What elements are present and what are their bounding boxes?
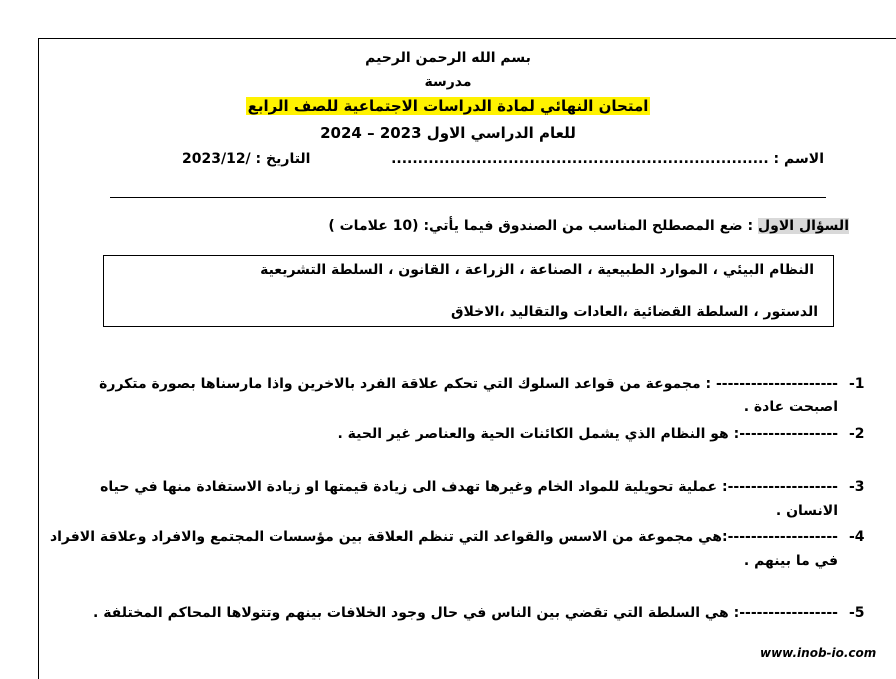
item-number: -5 bbox=[849, 605, 865, 621]
separator-line bbox=[110, 197, 826, 198]
item-4-line2: في ما بينهم . bbox=[743, 553, 838, 569]
item-number: -1 bbox=[849, 376, 865, 392]
item-5-line1: -----------------: هي السلطة التي تقضي بين الناس في حال وجود الخلافات بينهم وتتولاها المحاكم المختلفة . bbox=[93, 605, 838, 621]
exam-title: امتحان النهائي لمادة الدراسات الاجتماعية للصف الرابع bbox=[247, 97, 649, 115]
question1-heading bbox=[328, 218, 849, 234]
question1-label: السؤال الاول bbox=[758, 218, 849, 234]
watermark: www.inob-io.com bbox=[760, 646, 877, 660]
basmala: بسم الله الرحمن الرحيم bbox=[365, 50, 531, 66]
student-name-field: الاسم : ....................................................................... bbox=[391, 151, 824, 167]
terms-row-2: الدستور ، السلطة القضائية ،العادات والتقاليد ،الاخلاق bbox=[450, 304, 818, 320]
item-number: -2 bbox=[849, 426, 865, 442]
item-2-line1: -----------------: هو النظام الذي يشمل الكائنات الحية والعناصر غير الحية . bbox=[337, 426, 838, 442]
academic-year: للعام الدراسي الاول 2023 – 2024 bbox=[320, 124, 576, 142]
school-name: مدرسة bbox=[424, 74, 472, 90]
item-4-line1: -------------------:هي مجموعة من الاسس والقواعد التي تنظم العلاقة بين مؤسسات المجتمع والافراد وعلاقة الافراد bbox=[49, 529, 838, 545]
item-number: -3 bbox=[849, 479, 865, 495]
item-number: -4 bbox=[849, 529, 865, 545]
date-field: 2023/12/ : التاريخ bbox=[182, 151, 311, 167]
item-1-line1: --------------------- : مجموعة من قواعد السلوك التي تحكم علاقة الفرد بالاخرين واذا مارسناها بصورة متكررة bbox=[99, 376, 838, 392]
item-3-line1: -------------------: عملية تحويلية للمواد الخام وغيرها تهدف الى زيادة قيمتها او زيادة الاستفادة منها في حياه bbox=[100, 479, 838, 495]
item-1-line2: اصبحت عادة . bbox=[743, 399, 838, 415]
item-3-line2: الانسان . bbox=[775, 503, 838, 519]
terms-row-1: النظام البيئي ، الموارد الطبيعية ، الصناعة ، الزراعة ، القانون ، السلطة التشريعية bbox=[260, 262, 814, 278]
question1-instruction: : ضع المصطلح المناسب من الصندوق فيما يأتي: (10 علامات ) bbox=[328, 218, 754, 234]
